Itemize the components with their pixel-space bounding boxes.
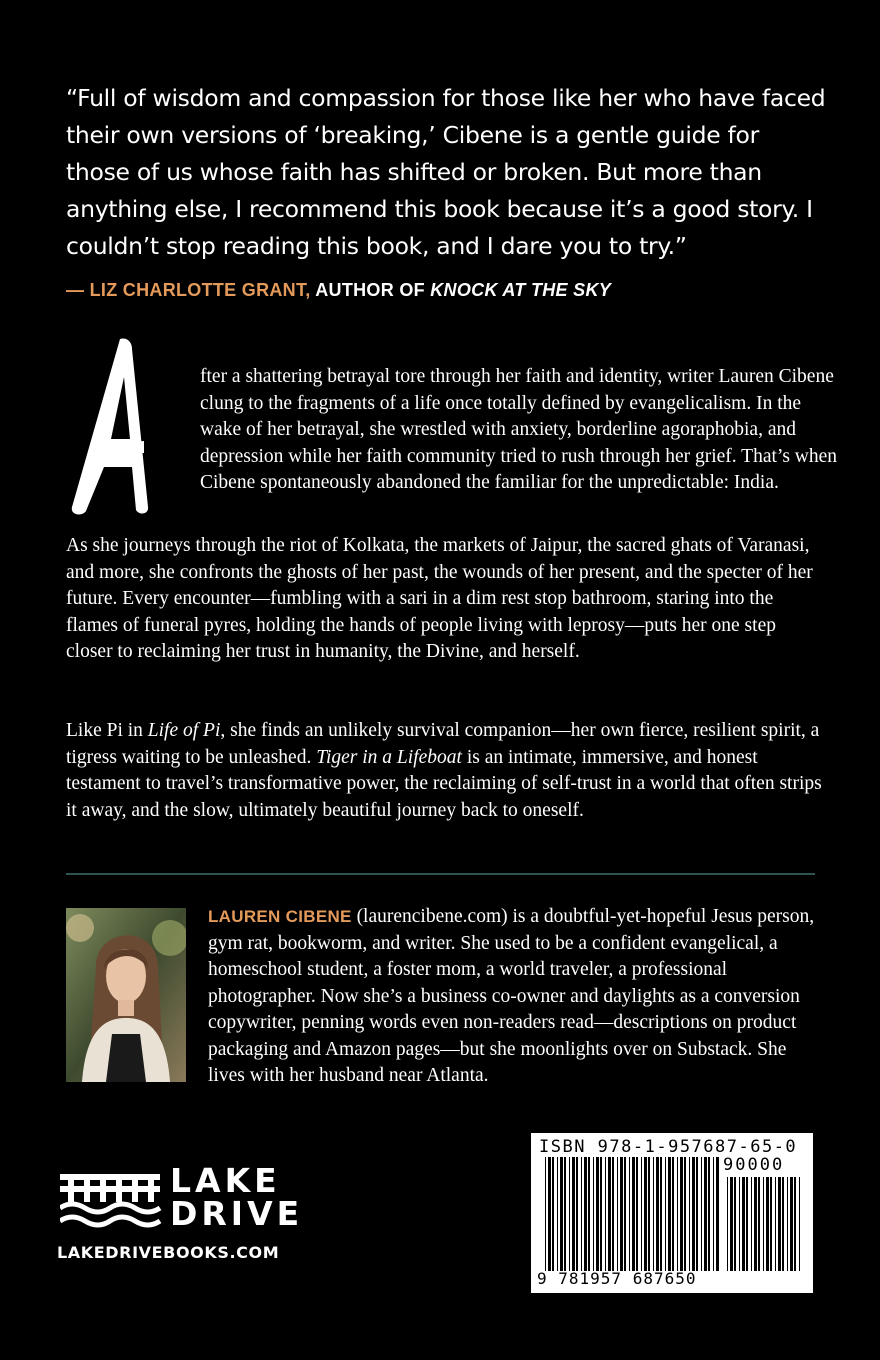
para3-text-2: , she finds an unlikely survival companion—her own fierce, resilient spirit, a tigress waiting to be unleashed. (66, 720, 820, 768)
endorsement-attribution (66, 280, 826, 301)
para3-italic-life-of-pi: Life of Pi (147, 720, 221, 741)
ean-barcode-bars (545, 1157, 721, 1271)
publisher-logo-line-1: LAKE (170, 1161, 281, 1200)
para3-italic-book-title: Tiger in a Lifeboat (316, 746, 462, 768)
section-divider (66, 873, 815, 875)
price-barcode-bars (727, 1177, 803, 1271)
endorser-book-title: KNOCK AT THE SKY (430, 280, 612, 300)
isbn-barcode (531, 1133, 813, 1293)
description-paragraph-1: fter a shattering betrayal tore through her faith and identity, writer Lauren Cibene clung to the fragments of a life once totally defined by evangelicalism. In the wake of her betrayal, she wrestled with anxiety, borderline agoraphobia, and depression while her faith community tried to rush through her grief. That’s when Cibene spontaneously abandoned the familiar for the unpredictable: India. (200, 366, 838, 493)
para3-text-1: Like Pi in (66, 720, 148, 741)
description-paragraph-2: As she journeys through the riot of Kolkata, the markets of Jaipur, the sacred ghats of Varanasi, and more, she confronts the ghosts of her past, the wounds of her present, and the specter of her future. Every encounter—fumbling with a sari in a dim rest stop bathroom, staring into the flames of funeral pyres, holding the hands of people living with leprosy—puts her one step closer to reclaiming her trust in humanity, the Divine, and herself. (66, 535, 813, 662)
publisher-logo-line-2: DRIVE (170, 1194, 304, 1233)
author-photo (66, 908, 186, 1082)
publisher-logo-text (170, 1161, 304, 1233)
author-bio (208, 904, 828, 1090)
author-name: LAUREN CIBENE (208, 907, 352, 926)
endorser-name: — LIZ CHARLOTTE GRANT, (66, 280, 311, 300)
dropcap-letter-a (62, 335, 154, 517)
ean-digits: 9 781957 687650 (537, 1269, 697, 1288)
price-code: 90000 (723, 1155, 785, 1175)
author-bio-text: (laurencibene.com) is a doubtful-yet-hopeful Jesus person, gym rat, bookworm, and writer. She used to be a confident evangelical, a homeschool student, a foster mom, a world traveler, a professional photographer. Now she’s a business co-owner and daylights as a conversion copywriter, penning words even non-readers read—descriptions on product packaging and Amazon pages—but she moonlights over on Substack. She lives with her husband near Atlanta. (208, 906, 815, 1086)
isbn-label: ISBN 978-1-957687-65-0 (539, 1137, 798, 1157)
endorsement-quote: “Full of wisdom and compassion for those like her who have faced their own versions of ‘breaking,’ Cibene is a gentle guide for those of us whose faith has shifted or broken. But more than anything else, I recommend this book because it’s a good story. I couldn’t stop reading this book, and I dare you to try.” (66, 84, 826, 260)
para3-text-3: is an intimate, immersive, and honest testament to travel’s transformative power, the reclaiming of self-trust in a world that often strips it away, and the slow, ultimately beautiful journey back to oneself. (66, 746, 822, 821)
endorser-role: AUTHOR OF (315, 280, 425, 300)
description-paragraph-3 (66, 718, 826, 824)
publisher-website: LAKEDRIVEBOOKS.COM (57, 1243, 280, 1262)
